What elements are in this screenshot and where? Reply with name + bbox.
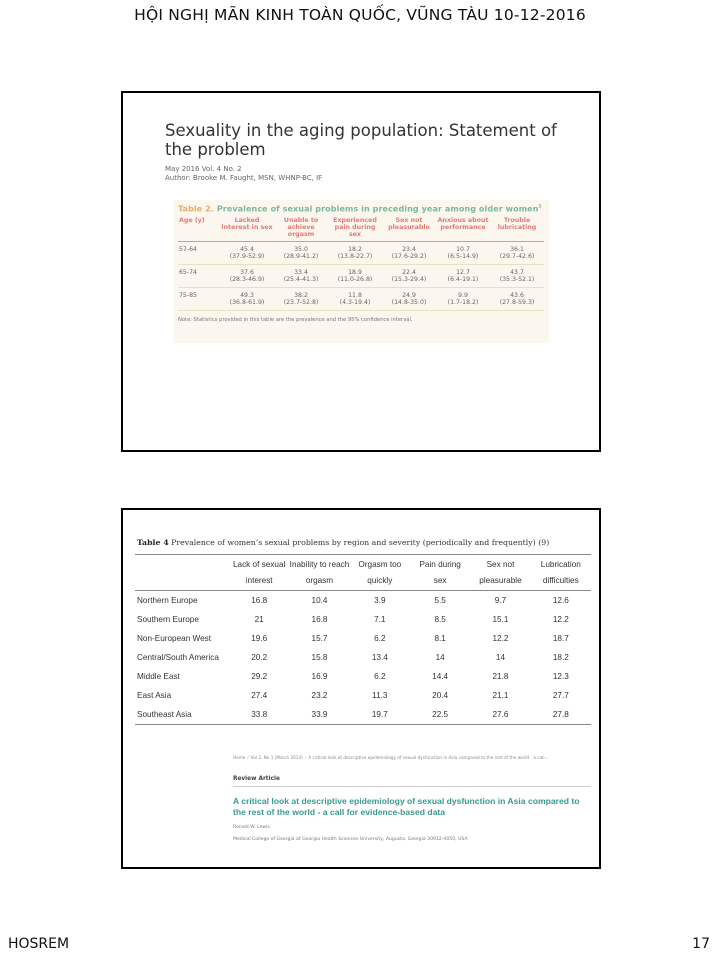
prevalence-cell: 13.4 — [371, 653, 388, 662]
footer-organization: HOSREM — [8, 936, 70, 952]
slide-header: HỘI NGHỊ MÃN KINH TOÀN QUỐC, VŨNG TÀU 10-12-2016 — [134, 6, 586, 24]
page-number: 17 — [692, 936, 710, 952]
prevalence-value: 11.8 — [348, 291, 362, 299]
table-2-cell — [436, 264, 490, 287]
table-4-row — [135, 648, 591, 667]
table-2 — [178, 216, 544, 311]
region-cell: Central/South America — [137, 653, 219, 662]
header-line: Lubrication — [540, 560, 581, 569]
table-4-row — [135, 667, 591, 686]
prevalence-cell: 19.6 — [251, 634, 268, 643]
breadcrumb-separator: / — [247, 755, 249, 760]
table-2-cell — [490, 287, 544, 310]
article-meta — [165, 165, 322, 183]
prevalence-cell: 15.1 — [492, 615, 509, 624]
header-line — [135, 557, 229, 573]
table-2-column-header: Sex not pleasurable — [382, 216, 436, 242]
prevalence-cell: 33.8 — [251, 710, 268, 719]
prevalence-value: 38.2 — [294, 291, 308, 299]
confidence-interval: (28.9-41.2) — [283, 253, 319, 261]
table-2-cell — [382, 287, 436, 310]
prevalence-value: 9.9 — [458, 291, 468, 299]
prevalence-cell: 27.8 — [552, 710, 569, 719]
confidence-interval: (27.8-59.3) — [499, 299, 535, 307]
prevalence-value: 24.9 — [402, 291, 416, 299]
table-2-cell — [382, 241, 436, 264]
table-4-column-header — [531, 555, 591, 591]
table-2-column-header: Lacked interest in sex — [220, 216, 274, 242]
prevalence-cell: 20.2 — [251, 653, 268, 662]
prevalence-value: 43.7 — [510, 268, 524, 276]
article-title: Sexuality in the aging population: Statement of the problem — [165, 121, 557, 159]
prevalence-value: 18.2 — [348, 245, 362, 253]
prevalence-cell: 15.7 — [311, 634, 328, 643]
confidence-interval: (36.8-61.9) — [229, 299, 265, 307]
prevalence-value: 22.4 — [402, 268, 416, 276]
table-2-cell — [274, 287, 328, 310]
prevalence-cell: 12.6 — [552, 596, 569, 605]
header-line: difficulties — [542, 576, 579, 585]
confidence-interval: (1.7-18.2) — [447, 299, 479, 307]
table-4-row — [135, 629, 591, 648]
prevalence-value: 23.4 — [402, 245, 416, 253]
table-2-column-header: Age (y) — [178, 216, 220, 242]
confidence-interval: (14.8-35.0) — [391, 299, 427, 307]
table-2-cell — [328, 287, 382, 310]
prevalence-cell: 27.4 — [251, 691, 268, 700]
prevalence-cell: 27.6 — [492, 710, 509, 719]
table-4-row — [135, 591, 591, 611]
confidence-interval: (25.4-41.3) — [283, 276, 319, 284]
prevalence-value: 12.7 — [456, 268, 470, 276]
table-2-cell — [436, 287, 490, 310]
table-2-cell — [382, 264, 436, 287]
table-2-column-header: Experienced pain during sex — [328, 216, 382, 242]
header-line: Lack of sexual — [232, 560, 286, 569]
table-2-column-header: Trouble lubricating — [490, 216, 544, 242]
prevalence-value: 37.6 — [240, 268, 254, 276]
table-2-cell — [274, 264, 328, 287]
table-2-footnote-ref: 8 — [538, 204, 542, 210]
confidence-interval: (11.0-26.8) — [337, 276, 373, 284]
prevalence-cell: 8.1 — [434, 634, 446, 643]
prevalence-value: 35.0 — [294, 245, 308, 253]
breadcrumb-separator: / — [304, 755, 307, 760]
table-2-age-cell: 75-85 — [178, 287, 220, 310]
header-line: Inability to reach — [289, 560, 350, 569]
table-2-panel — [173, 200, 549, 343]
prevalence-cell: 33.9 — [311, 710, 328, 719]
prevalence-cell: 29.2 — [251, 672, 268, 681]
table-2-cell — [490, 264, 544, 287]
prevalence-cell: 3.9 — [374, 596, 386, 605]
article-snapshot-1 — [121, 91, 601, 452]
region-cell: East Asia — [137, 691, 172, 700]
article-author: Author: Brooke M. Faught, MSN, WHNP-BC, IF — [165, 174, 323, 182]
header-line: Orgasm too — [358, 560, 402, 569]
prevalence-value: 33.4 — [294, 268, 308, 276]
header-line: quickly — [367, 576, 393, 585]
table-2-cell — [220, 287, 274, 310]
confidence-interval: (4.3-19.4) — [339, 299, 371, 307]
prevalence-value: 45.4 — [240, 245, 254, 253]
table-2-cell — [328, 264, 382, 287]
region-cell: Southern Europe — [137, 615, 199, 624]
table-2-row — [178, 241, 544, 264]
prevalence-cell: 14 — [495, 653, 506, 662]
header-line: interest — [245, 576, 273, 585]
prevalence-cell: 23.2 — [311, 691, 328, 700]
prevalence-cell: 14 — [435, 653, 445, 662]
confidence-interval: (37.9-52.9) — [229, 253, 265, 261]
prevalence-cell: 21.1 — [492, 691, 509, 700]
table-2-age-cell: 65-74 — [178, 264, 220, 287]
table-4-row — [135, 705, 591, 725]
table-2-label: Table 2. — [178, 204, 214, 214]
confidence-interval: (13.8-22.7) — [337, 253, 373, 261]
prevalence-value: 43.6 — [510, 291, 524, 299]
confidence-interval: (28.3-46.9) — [229, 276, 265, 284]
prevalence-cell: 12.2 — [492, 634, 509, 643]
confidence-interval: (35.3-52.1) — [499, 276, 535, 284]
table-2-caption-text: Prevalence of sexual problems in preceding year among older women — [216, 204, 539, 214]
table-2-row — [178, 264, 544, 287]
table-4-column-header — [289, 555, 349, 591]
article-snapshot-2 — [121, 508, 601, 869]
prevalence-cell: 12.2 — [552, 615, 569, 624]
header-line — [135, 573, 229, 589]
article-issue: May 2016 Vol. 4 No. 2 — [165, 165, 242, 173]
prevalence-cell: 15.8 — [311, 653, 328, 662]
publication-affiliation: Medical College of Georgia at Georgia Health Sciences University, Augusta, Georgia 30912-4050, USA — [233, 837, 468, 842]
table-4-label: Table 4 — [137, 538, 169, 547]
table-2-age-cell: 57-64 — [178, 241, 220, 264]
header-line: Pain during — [419, 560, 461, 569]
breadcrumb-current: A critical look at descriptive epidemiology of sexual dysfunction in Asia compared to the rest of the world - a call... — [308, 755, 549, 760]
publication-title: A critical look at descriptive epidemiology of sexual dysfunction in Asia compared to the rest of the world - a call for evidence-based data — [233, 796, 580, 817]
prevalence-value: 49.3 — [240, 291, 254, 299]
prevalence-cell: 11.3 — [372, 691, 388, 700]
table-2-cell — [220, 264, 274, 287]
prevalence-value: 18.9 — [348, 268, 362, 276]
confidence-interval: (29.7-42.6) — [499, 253, 535, 261]
breadcrumb — [233, 755, 548, 760]
header-line: orgasm — [305, 576, 334, 585]
table-4-column-header — [135, 555, 229, 591]
prevalence-cell: 21.8 — [492, 672, 509, 681]
table-2-note: Note: Statistics provided in this table are the prevalence and the 95% confidence interval. — [178, 316, 413, 323]
table-4-caption-text: Prevalence of women’s sexual problems by region and severity (periodically and frequently) (9) — [171, 538, 550, 547]
table-2-cell — [328, 241, 382, 264]
prevalence-cell: 21 — [254, 615, 264, 624]
table-2-cell — [220, 241, 274, 264]
prevalence-cell: 8.5 — [434, 615, 446, 624]
prevalence-cell: 6.2 — [374, 672, 386, 681]
region-cell: Northern Europe — [137, 596, 198, 605]
prevalence-cell: 27.7 — [552, 691, 569, 700]
confidence-interval: (15.3-29.4) — [391, 276, 427, 284]
header-line: sex — [433, 576, 447, 585]
prevalence-cell: 18.7 — [552, 634, 569, 643]
table-2-cell — [274, 241, 328, 264]
table-4-row — [135, 610, 591, 629]
confidence-interval: (23.7-52.8) — [283, 299, 319, 307]
breadcrumb-issue[interactable]: Vol 2, No 1 (March 2013) — [250, 755, 303, 760]
prevalence-cell: 22.5 — [432, 710, 449, 719]
prevalence-cell: 18.2 — [552, 653, 569, 662]
table-4-caption — [137, 538, 549, 547]
confidence-interval: (6.5-14.9) — [447, 253, 479, 261]
prevalence-cell: 6.2 — [374, 634, 386, 643]
region-cell: Non-European West — [137, 634, 212, 643]
prevalence-cell: 12.3 — [552, 672, 569, 681]
table-4 — [135, 554, 591, 725]
prevalence-cell: 16.9 — [311, 672, 328, 681]
prevalence-cell: 14.4 — [432, 672, 449, 681]
prevalence-cell: 16.8 — [251, 596, 268, 605]
prevalence-cell: 7.1 — [374, 615, 386, 624]
region-cell: Middle East — [137, 672, 180, 681]
table-2-column-header: Anxious about performance — [436, 216, 490, 242]
table-2-cell — [436, 241, 490, 264]
prevalence-cell: 9.7 — [494, 596, 507, 605]
prevalence-cell: 10.4 — [311, 596, 328, 605]
breadcrumb-home[interactable]: Home — [233, 755, 246, 760]
prevalence-cell: 16.8 — [311, 615, 328, 624]
table-4-column-header — [350, 555, 410, 591]
region-cell: Southeast Asia — [137, 710, 192, 719]
table-4-row — [135, 686, 591, 705]
prevalence-cell: 20.4 — [432, 691, 449, 700]
table-4-column-header — [410, 555, 470, 591]
confidence-interval: (17.6-29.2) — [391, 253, 427, 261]
publication-author: Ronald W. Lewis — [233, 825, 270, 830]
table-4-column-header — [470, 555, 530, 591]
confidence-interval: (6.4-19.1) — [447, 276, 479, 284]
table-4-column-header — [229, 555, 289, 591]
table-2-cell — [490, 241, 544, 264]
section-label: Review Article — [233, 776, 591, 787]
header-line: pleasurable — [479, 576, 522, 585]
prevalence-value: 36.1 — [510, 245, 524, 253]
prevalence-value: 10.7 — [456, 245, 470, 253]
table-2-column-header: Unable to achieve orgasm — [274, 216, 328, 242]
prevalence-cell: 5.5 — [434, 596, 446, 605]
table-2-row — [178, 287, 544, 310]
table-2-caption — [178, 204, 544, 214]
prevalence-cell: 19.7 — [371, 710, 388, 719]
header-line: Sex not — [486, 560, 515, 569]
